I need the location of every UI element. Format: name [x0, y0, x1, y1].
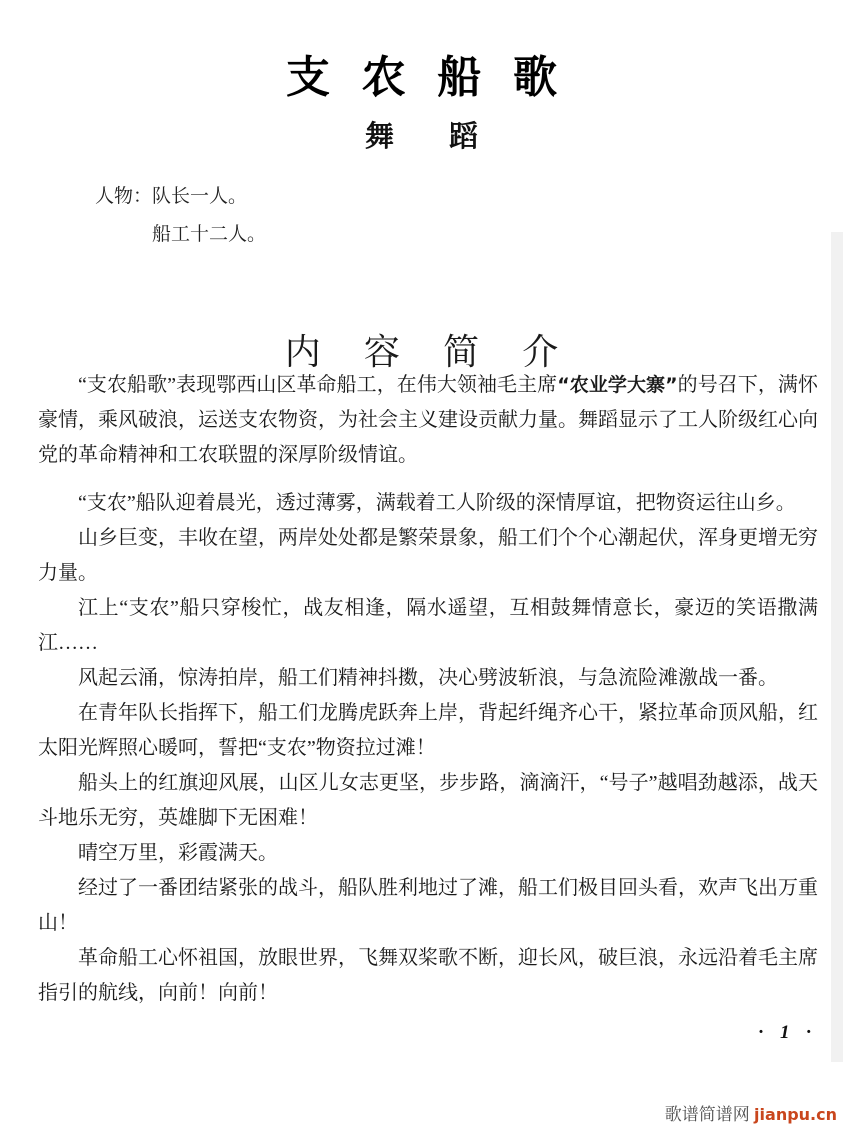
section-heading: 内容简介 [284, 331, 602, 372]
bold-slogan: “农业学大寨” [557, 374, 678, 396]
paragraph: 革命船工心怀祖国，放眼世界，飞舞双桨歌不断，迎长风，破巨浪，永远沿着毛主席指引的航线，向前！向前！ [38, 947, 818, 1004]
paragraph: 晴空万里，彩霞满天。 [78, 842, 278, 864]
cast-line [95, 178, 266, 216]
paragraph: 经过了一番团结紧张的战斗，船队胜利地过了滩，船工们极目回头看，欢声飞出万重山！ [38, 877, 818, 934]
cast-role: 船工十二人。 [152, 224, 267, 245]
scan-edge-shadow [831, 232, 843, 1062]
cast-label: 人物： [95, 186, 153, 207]
paragraph-text: 的号召下，满怀豪情，乘风破浪，运送支农物资，为社会主义建设贡献力量。舞蹈显示了工人阶级红心向党的革命精神和工农联盟的深厚阶级情谊。 [38, 374, 818, 466]
cast-role: 队长一人。 [152, 186, 248, 207]
paragraph: 风起云涌，惊涛拍岸，船工们精神抖擞，决心劈波斩浪，与急流险滩激战一番。 [78, 667, 778, 689]
paragraph: 船头上的红旗迎风展，山区儿女志更坚，步步路，滴滴汗，“号子”越唱劲越添，战天斗地乐无穷，英雄脚下无困难！ [38, 772, 818, 829]
page-number: · 1 · [758, 1022, 817, 1043]
paragraph: “支农”船队迎着晨光，透过薄雾，满载着工人阶级的深情厚谊，把物资运往山乡。 [78, 492, 796, 514]
subtitle: 舞蹈 [364, 119, 534, 154]
watermark-site-url: jianpu.cn [754, 1105, 837, 1124]
cast-list [95, 178, 266, 254]
page-title: 支农船歌 [285, 52, 589, 104]
paragraph: 江上“支农”船只穿梭忙，战友相逢，隔水遥望，互相鼓舞情意长，豪迈的笑语撒满江…… [38, 597, 818, 654]
paragraph: 山乡巨变，丰收在望，两岸处处都是繁荣景象，船工们个个心潮起伏，浑身更增无穷力量。 [38, 527, 818, 584]
watermark [665, 1100, 837, 1125]
paragraph: 在青年队长指挥下，船工们龙腾虎跃奔上岸，背起纤绳齐心干，紧拉革命顶风船，红太阳光辉照心暖呵，誓把“支农”物资拉过滩！ [38, 702, 818, 759]
cast-line [95, 216, 266, 254]
paragraph-text: “支农船歌”表现鄂西山区革命船工，在伟大领袖毛主席 [78, 374, 558, 396]
watermark-site-name: 歌谱简谱网 [664, 1105, 750, 1124]
intro-paragraph [38, 368, 818, 473]
synopsis-body [38, 368, 818, 1011]
